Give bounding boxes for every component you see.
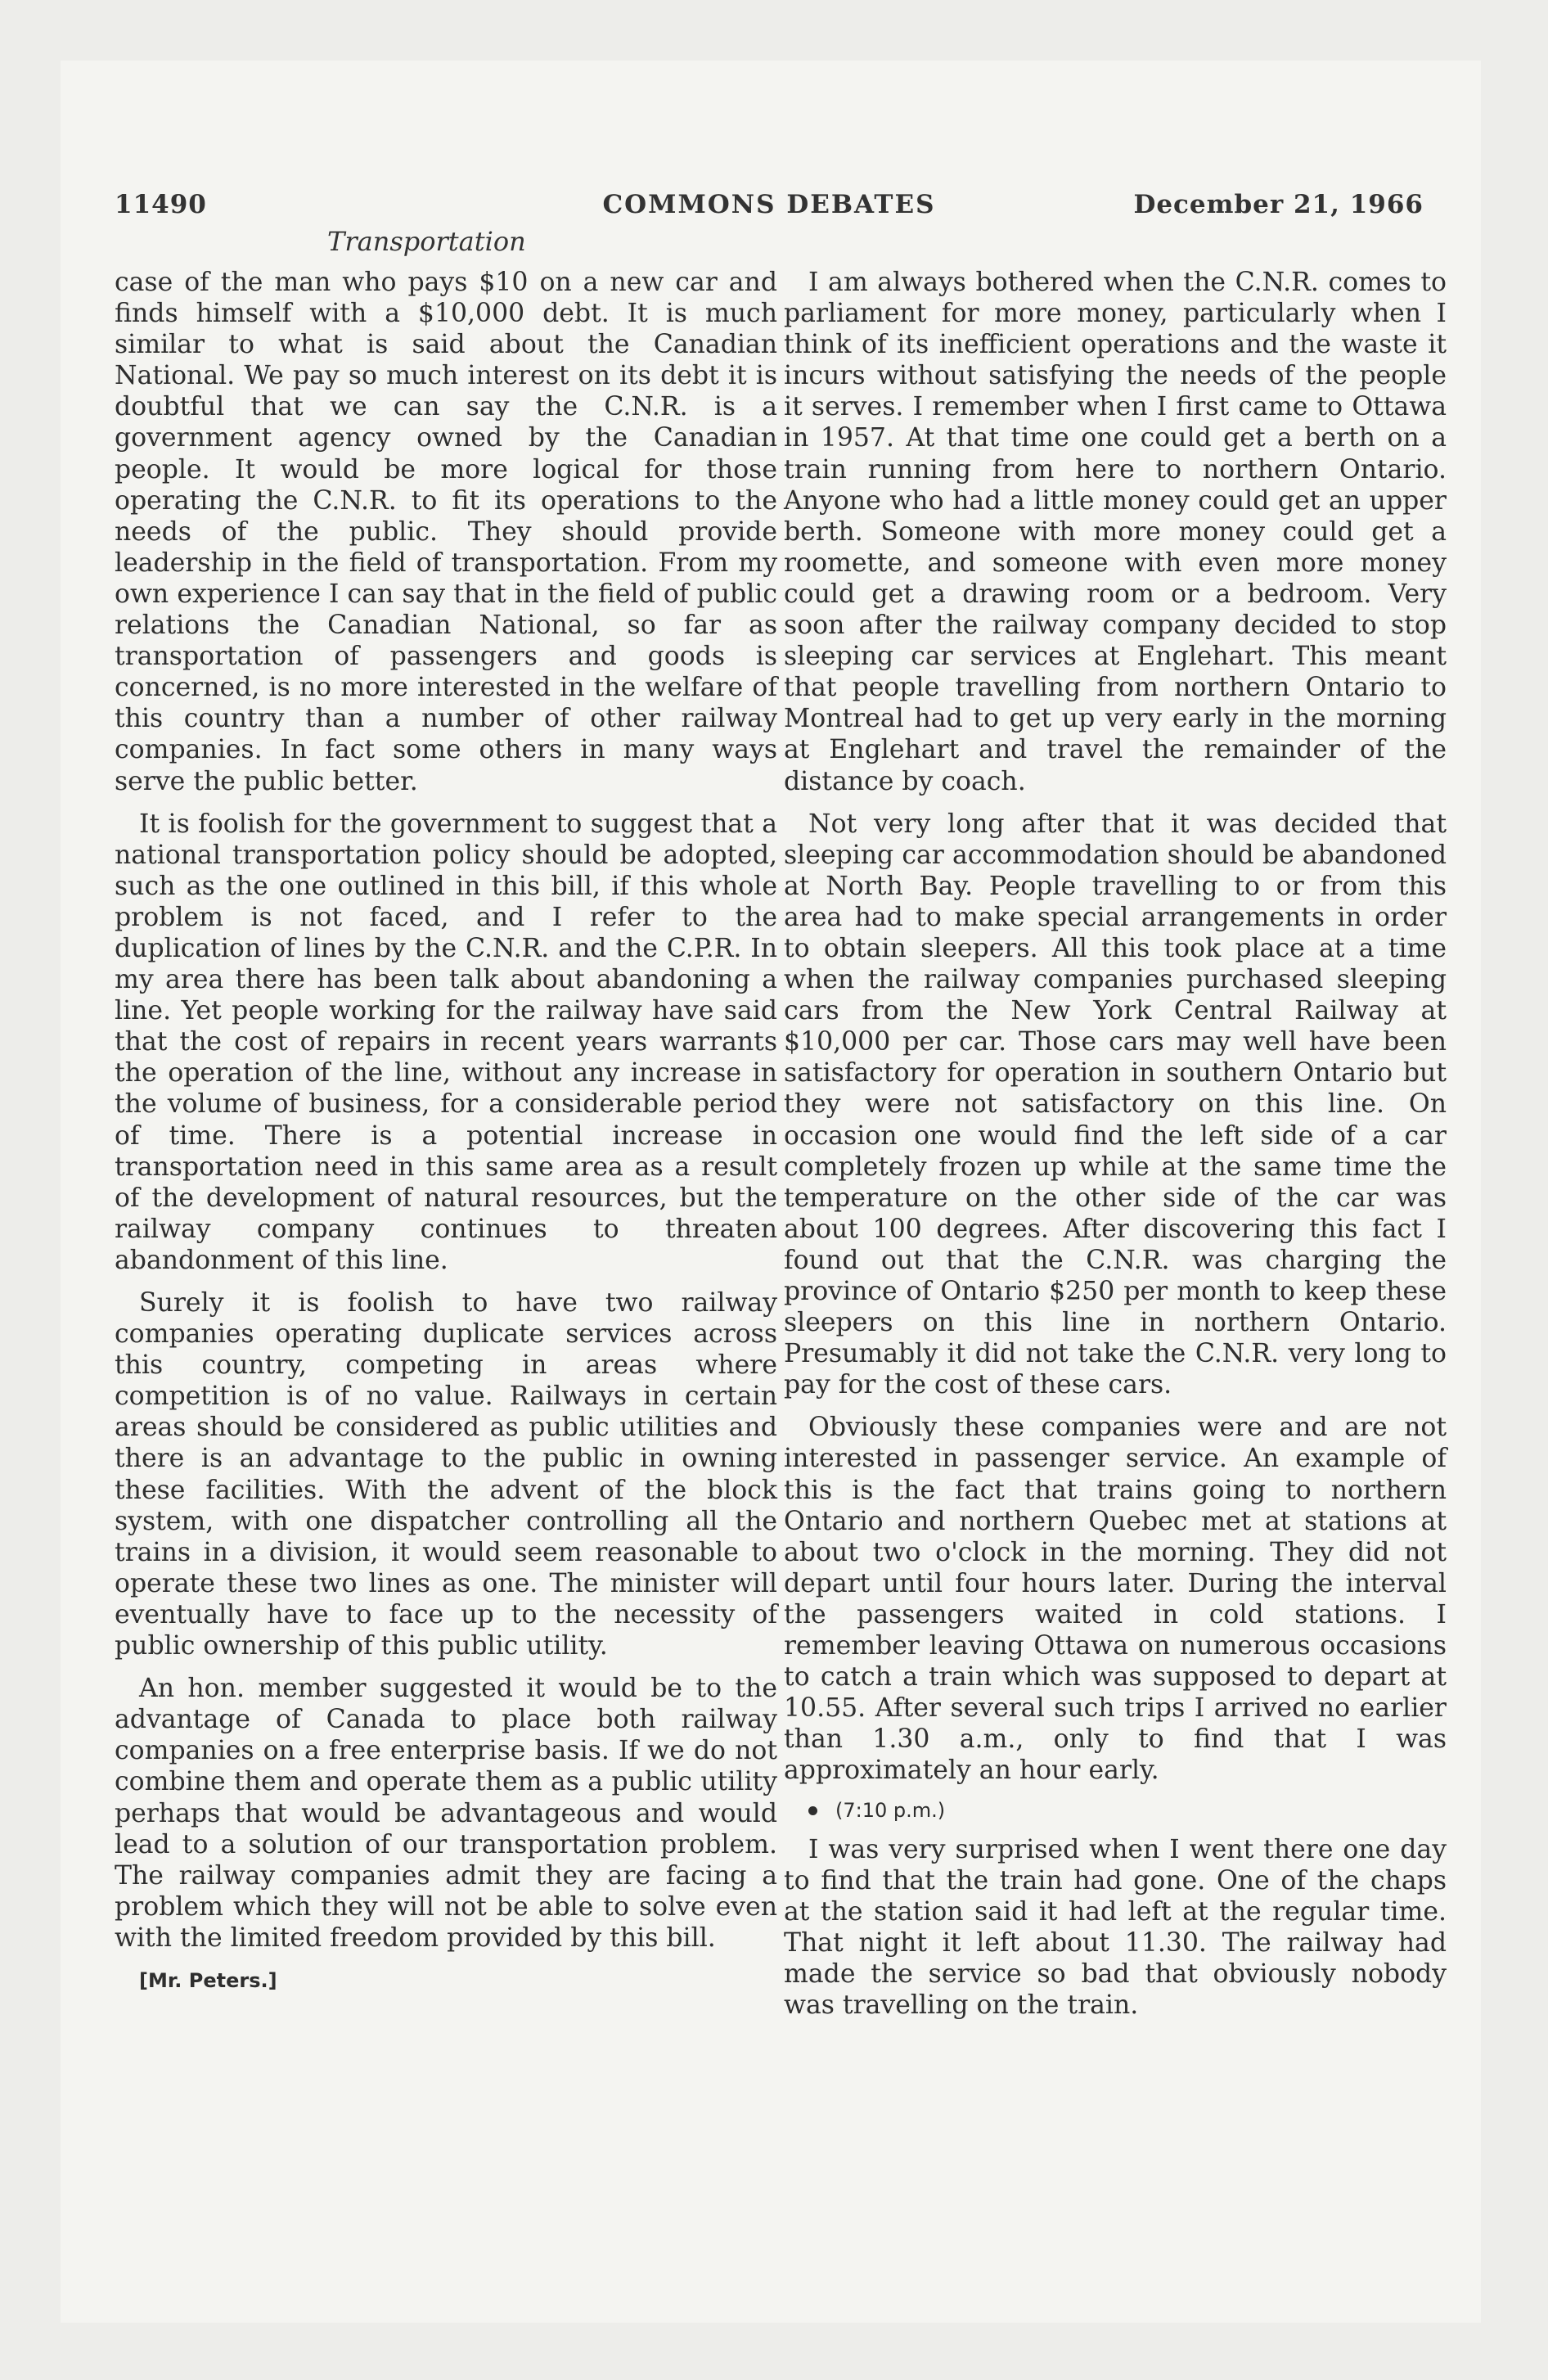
page-number: 11490 (115, 190, 207, 219)
speaker-attribution: [Mr. Peters.] (139, 1968, 277, 1992)
paragraph: case of the man who pays $10 on a new car and finds himself with a $10,000 debt. It is much similar to what is said about the Canadian National. We pay so much interest on its debt it is doubtful that we can say the C.N.R. is a government agency owned by the Canadian people. It would be more logical for those operating the C.N.R. to fit its operations to the needs of the public. They should provide leadership in the field of transportation. From my own experience I can say that in the field of public relations the Canadian National, so far as transportation of passengers and goods is concerned, is no more interested in the welfare of this country than a number of other railway companies. In fact some others in many ways serve the public better. (115, 268, 777, 796)
paragraph: It is foolish for the government to suggest that a national transportation policy should be adopted, such as the one outlined in this bill, if this whole problem is not faced, and I refer to the duplication of lines by the C.N.R. and the C.P.R. In my area there has been talk about abandoning a line. Yet people working for the railway have said that the cost of repairs in recent years warrants the operation of the line, without any increase in the volume of business, for a considerable period of time. There is a potential increase in transportation need in this same area as a result of the development of natural resources, but the railway company continues to threaten abandonment of this line. (115, 809, 777, 1275)
paragraph: An hon. member suggested it would be to the advantage of Canada to place both railway companies on a free enterprise basis. If we do not combine them and operate them as a public utility perhaps that would be advantageous and would lead to a solution of our transportation problem. The railway companies admit they are facing a problem which they will not be able to solve even with the limited freedom provided by this bill. (115, 1674, 777, 1953)
paragraph: I am always bothered when the C.N.R. comes to parliament for more money, particularly when I think of its inefficient operations and the waste it incurs without satisfying the needs of the people it serves. I remember when I first came to Ottawa in 1957. At that time one could get a berth on a train running from here to northern Ontario. Anyone who had a little money could get an upper berth. Someone with more money could get a roomette, and someone with even more money could get a drawing room or a bedroom. Very soon after the railway company decided to stop sleeping car services at Englehart. This meant that people travelling from northern Ontario to Montreal had to get up very early in the morning at Englehart and travel the remainder of the distance by coach. (784, 268, 1447, 796)
page-header (115, 190, 1424, 232)
publication-date: December 21, 1966 (1133, 190, 1424, 219)
left-column (115, 267, 777, 2008)
bullet-icon (808, 1806, 817, 1815)
paragraph: Not very long after that it was decided that sleeping car accommodation should be abandoned at North Bay. People travelling to or from this area had to make special arrangements in order to obtain sleepers. All this took place at a time when the railway companies purchased sleeping cars from the New York Central Railway at $10,000 per car. Those cars may well have been satisfactory for operation in southern Ontario but they were not satisfactory on this line. On occasion one would find the left side of a car completely frozen up while at the same time the temperature on the other side of the car was about 100 degrees. After discovering this fact I found out that the C.N.R. was charging the province of Ontario $250 per month to keep these sleepers on this line in northern Ontario. Presumably it did not take the C.N.R. very long to pay for the cost of these cars. (784, 809, 1447, 1400)
right-column (784, 267, 1447, 2032)
time-marker (784, 1798, 1447, 1823)
time-marker-text: (7:10 p.m.) (835, 1798, 946, 1822)
publication-title: COMMONS DEBATES (602, 190, 936, 219)
paragraph: I was very surprised when I went there one day to find that the train had gone. One of the chaps at the station said it had left at the regular time. That night it left about 11.30. The railway had made the service so bad that obviously nobody was travelling on the train. (784, 1834, 1447, 2020)
paragraph: Obviously these companies were and are not interested in passenger service. An example of this is the fact that trains going to northern Ontario and northern Quebec met at stations at about two o'clock in the morning. They did not depart until four hours later. During the interval the passengers waited in cold stations. I remember leaving Ottawa on numerous occasions to catch a train which was supposed to depart at 10.55. After several such trips I arrived no earlier than 1.30 a.m., only to find that I was approximately an hour early. (784, 1413, 1447, 1786)
paragraph: Surely it is foolish to have two railway companies operating duplicate services across this country, competing in areas where competition is of no value. Railways in certain areas should be considered as public utilities and there is an advantage to the public in owning these facilities. With the advent of the block system, with one dispatcher controlling all the trains in a division, it would seem reasonable to operate these two lines as one. The minister will eventually have to face up to the necessity of public ownership of this public utility. (115, 1288, 777, 1661)
section-title: Transportation (327, 226, 526, 257)
